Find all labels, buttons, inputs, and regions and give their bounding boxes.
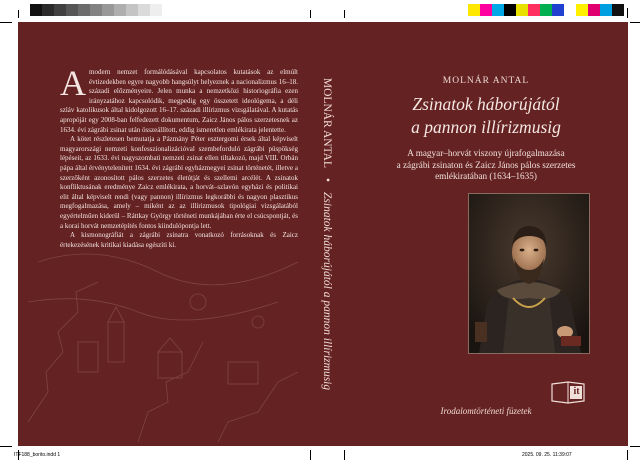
subtitle-line: A magyar–horvát viszony újrafogalmazása: [407, 148, 565, 158]
color-swatch: [138, 4, 150, 16]
color-swatch: [162, 4, 174, 16]
spine-text: [321, 78, 333, 390]
spine: [310, 22, 344, 446]
print-slug-filename: ITF188_borito.indd 1: [14, 452, 61, 458]
crop-mark: [630, 22, 640, 23]
crop-mark: [0, 446, 12, 447]
color-swatch: [564, 4, 576, 16]
color-swatch: [600, 4, 612, 16]
color-bar-left: [18, 4, 174, 16]
color-swatch: [54, 4, 66, 16]
spine-title: Zsinatok háborújától a pannon illírizmusig: [321, 192, 333, 391]
color-swatch: [480, 4, 492, 16]
portrait-painting-image: [468, 193, 590, 354]
back-cover: [18, 22, 310, 446]
crop-mark: [18, 10, 19, 18]
crop-mark: [310, 450, 311, 460]
color-swatch: [30, 4, 42, 16]
color-swatch: [18, 4, 30, 16]
series-title: Irodalomtörténeti füzetek: [440, 406, 532, 416]
blurb-paragraph: A kismonográfiát a zágrábi zsinatra vonatkozó forrásoknak és Zaicz értekezésének kritikai kiadása egészíti ki.: [60, 231, 298, 249]
subtitle-line: a zágrábi zsinaton és Zaicz János pálos szerzetes: [396, 159, 576, 170]
color-swatch: [66, 4, 78, 16]
drop-cap: A: [60, 63, 86, 103]
color-swatch: [612, 4, 624, 16]
color-swatch: [552, 4, 564, 16]
color-swatch: [42, 4, 54, 16]
color-swatch: [588, 4, 600, 16]
front-cover: [344, 22, 628, 446]
print-slug-timestamp: 2025. 09. 25. 11:39:07: [522, 452, 572, 458]
color-swatch: [516, 4, 528, 16]
subtitle-line: emlékiratában (1634–1635): [435, 171, 537, 181]
book-title-line-2: a pannon illírizmusig: [411, 117, 561, 137]
color-swatch: [492, 4, 504, 16]
color-bar-right: [468, 4, 624, 16]
color-swatch: [540, 4, 552, 16]
blurb-paragraph: modern nemzet formálódásával kapcsolatos kutatások az elmúlt évtizedekben egyre nagyobb hangsúlyt helyeznek a nacionalizmus 16–18. századi előzményeire. Jelen munka a nemzetközi historiográfia ezen irányzatához kapcsolódik, megpedig egy összetett ideológema, a déli szláv katolikusok által kidolgozott 16–17. századi illírizmus vizsgálatával. A kutatás apropóját egy 2008-ban felfedezett dokumentum, Zaicz János pálos szerzetesnek az 1634. évi zágrábi zsinat után összeállított, eddig ismeretlen emlékirata jelentette.: [60, 68, 298, 134]
color-swatch: [126, 4, 138, 16]
color-swatch: [576, 4, 588, 16]
crop-mark: [627, 450, 628, 460]
color-swatch: [90, 4, 102, 16]
book-subtitle: [384, 148, 588, 183]
color-swatch: [102, 4, 114, 16]
publisher-logo: [550, 378, 586, 405]
color-swatch: [150, 4, 162, 16]
crop-mark: [627, 8, 628, 18]
blurb-paragraph: A kötet részletesen bemutatja a Pázmány Péter esztergomi érsek által képviselt magyarországi nemzeti konfesszionalizációval szembeforduló zágrábi püspökség lépéseit, az 1633. évi nagyszombati nemzeti zsinat ellen tiltakozó, majd VIII. Orbán pápa által érvénytelenített 1634. évi zágrábi egyházmegyei zsinat történetét, illetve a szerzőként azonosított pálos szerzetes életútját és szellemi arcélét. A zsinatok konfliktusának eredménye Zaicz emlékirata, a horvát–szlavón egyházi és politikai elit által képviselt rendi (vagy pannon) illírizmus legkorábbi és nagyon plasztikus megfogalmazása, amely – miként az az illírizmusok tipológiai vizsgálatából egyértelműen kiderül – Ráttkay György történeti munkájában érte el csúcspontját, és a korai horvát nemzetépítés fontos kiindulópontja lett.: [60, 135, 298, 230]
crop-mark: [630, 446, 640, 447]
back-cover-blurb: [60, 63, 298, 250]
book-title-line-1: Zsinatok háborújától: [412, 94, 560, 114]
crop-mark: [344, 450, 345, 460]
color-swatch: [504, 4, 516, 16]
crop-mark: [344, 10, 345, 18]
spine-author: MOLNÁR ANTAL: [321, 77, 333, 169]
author-name: MOLNÁR ANTAL: [442, 76, 530, 86]
color-swatch: [468, 4, 480, 16]
color-swatch: [78, 4, 90, 16]
color-swatch: [528, 4, 540, 16]
logo-text: it: [573, 386, 580, 397]
crop-mark: [310, 10, 311, 18]
crop-mark: [0, 22, 12, 23]
book-cover: [18, 22, 628, 446]
color-swatch: [114, 4, 126, 16]
spine-separator: •: [321, 178, 333, 183]
